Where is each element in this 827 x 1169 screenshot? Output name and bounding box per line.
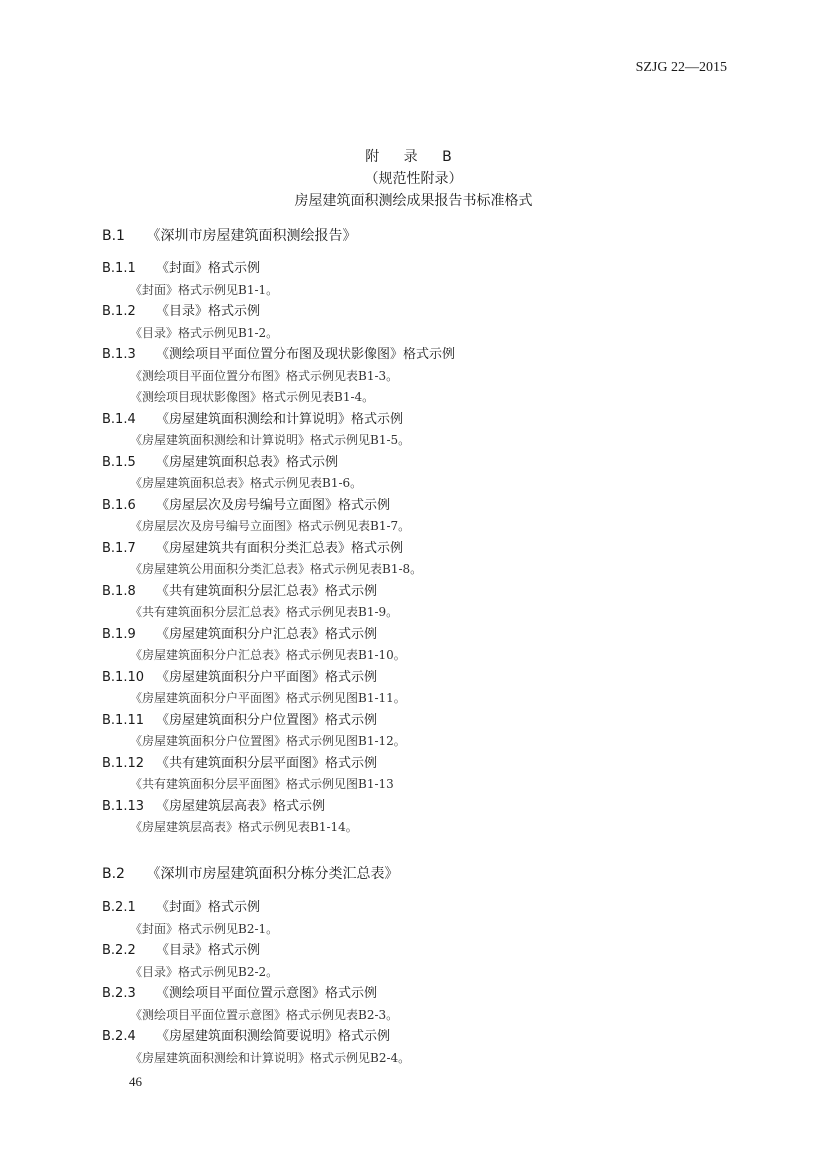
item-description: 《共有建筑面积分层汇总表》格式示例见表B1-9。 [130, 605, 399, 619]
list-item [102, 940, 742, 983]
item-heading [102, 301, 742, 323]
item-description: 《封面》格式示例见B1-1。 [130, 282, 279, 297]
list-item [102, 667, 742, 710]
item-number: B.1.5 [102, 454, 136, 470]
item-number: B.1.10 [102, 669, 144, 685]
item-description: 《测绘项目平面位置示意图》格式示例见表B2-3。 [130, 1007, 399, 1022]
item-number: B.2.1 [102, 900, 136, 915]
item-heading [102, 624, 742, 646]
item-number: B.2.3 [102, 986, 136, 1001]
item-description: 《房屋建筑面积分户汇总表》格式示例见表B1-10。 [130, 648, 406, 662]
item-heading [102, 796, 742, 818]
list-item [102, 344, 742, 409]
item-heading [102, 538, 742, 560]
item-title: 《房屋建筑面积分户汇总表》格式示例 [156, 626, 378, 642]
section-heading-b1 [102, 226, 356, 246]
list-item [102, 624, 742, 667]
item-number: B.1.13 [102, 798, 144, 814]
item-heading [102, 940, 742, 962]
item-title: 《房屋建筑共有面积分类汇总表》格式示例 [156, 540, 404, 556]
item-description: 《测绘项目现状影像图》格式示例见表B1-4。 [130, 390, 375, 404]
item-description: 《共有建筑面积分层平面图》格式示例见图B1-13 [130, 777, 394, 791]
item-description: 《房屋建筑层高表》格式示例见表B1-14。 [130, 820, 358, 834]
item-description: 《目录》格式示例见B1-2。 [130, 325, 279, 340]
item-title: 《测绘项目平面位置示意图》格式示例 [156, 986, 378, 1001]
item-heading [102, 409, 742, 431]
item-description: 《房屋建筑面积测绘和计算说明》格式示例见B1-5。 [130, 433, 411, 447]
appendix-subtitle: （规范性附录） [364, 171, 463, 187]
section-b2-items [102, 897, 742, 1069]
item-title: 《房屋层次及房号编号立面图》格式示例 [156, 497, 391, 513]
item-title: 《房屋建筑层高表》格式示例 [156, 798, 326, 814]
list-item [102, 581, 742, 624]
list-item [102, 897, 742, 940]
item-heading [102, 1026, 742, 1048]
list-item [102, 1026, 742, 1069]
item-heading [102, 258, 742, 280]
item-number: B.1.6 [102, 497, 136, 513]
list-item [102, 452, 742, 495]
list-item [102, 796, 742, 839]
item-heading [102, 344, 742, 366]
appendix-title: 附 录 B [365, 149, 462, 165]
section-number: B.2 [102, 866, 125, 882]
item-number: B.1.7 [102, 540, 136, 556]
list-item [102, 409, 742, 452]
item-number: B.2.4 [102, 1029, 136, 1044]
item-number: B.1.3 [102, 347, 136, 362]
item-heading [102, 581, 742, 603]
item-number: B.1.4 [102, 411, 136, 427]
item-number: B.1.8 [102, 583, 136, 599]
item-title: 《房屋建筑面积测绘和计算说明》格式示例 [156, 411, 404, 427]
item-number: B.1.2 [102, 304, 136, 319]
item-number: B.1.12 [102, 755, 144, 771]
item-title: 《封面》格式示例 [156, 900, 261, 915]
item-description: 《房屋建筑面积总表》格式示例见表B1-6。 [130, 476, 363, 490]
item-description: 《目录》格式示例见B2-2。 [130, 964, 279, 979]
item-title: 《目录》格式示例 [156, 304, 261, 319]
list-item [102, 983, 742, 1026]
item-heading [102, 897, 742, 919]
item-description: 《测绘项目平面位置分布图》格式示例见表B1-3。 [130, 368, 399, 383]
item-title: 《封面》格式示例 [156, 261, 261, 276]
section-title: 《深圳市房屋建筑面积分栋分类汇总表》 [146, 866, 399, 882]
item-heading [102, 983, 742, 1005]
appendix-heading: 房屋建筑面积测绘成果报告书标准格式 [294, 193, 533, 209]
appendix-heading-block [0, 146, 827, 212]
list-item [102, 258, 742, 301]
item-title: 《共有建筑面积分层平面图》格式示例 [156, 755, 378, 771]
item-title: 《目录》格式示例 [156, 943, 261, 958]
item-description: 《房屋层次及房号编号立面图》格式示例见表B1-7。 [130, 519, 411, 533]
item-description: 《房屋建筑面积分户位置图》格式示例见图B1-12。 [130, 734, 406, 748]
item-heading [102, 667, 742, 689]
item-heading [102, 753, 742, 775]
list-item [102, 538, 742, 581]
item-number: B.1.1 [102, 261, 136, 276]
item-heading [102, 452, 742, 474]
section-number: B.1 [102, 228, 125, 244]
list-item [102, 710, 742, 753]
item-description: 《房屋建筑面积分户平面图》格式示例见图B1-11。 [130, 691, 406, 705]
section-heading-b2 [102, 864, 398, 884]
page-number: 46 [129, 1074, 142, 1089]
section-title: 《深圳市房屋建筑面积测绘报告》 [146, 228, 357, 244]
item-title: 《共有建筑面积分层汇总表》格式示例 [156, 583, 378, 599]
item-number: B.1.11 [102, 712, 144, 728]
item-title: 《房屋建筑面积测绘简要说明》格式示例 [156, 1029, 391, 1044]
section-b1-items [102, 258, 742, 839]
item-title: 《房屋建筑面积分户平面图》格式示例 [156, 669, 378, 685]
document-code: SZJG 22—2015 [635, 60, 727, 75]
item-number: B.1.9 [102, 626, 136, 642]
item-title: 《测绘项目平面位置分布图及现状影像图》格式示例 [156, 347, 456, 362]
item-title: 《房屋建筑面积总表》格式示例 [156, 454, 339, 470]
item-description: 《房屋建筑公用面积分类汇总表》格式示例见表B1-8。 [130, 562, 423, 576]
item-description: 《房屋建筑面积测绘和计算说明》格式示例见B2-4。 [130, 1050, 411, 1065]
list-item [102, 495, 742, 538]
item-number: B.2.2 [102, 943, 136, 958]
item-title: 《房屋建筑面积分户位置图》格式示例 [156, 712, 378, 728]
item-description: 《封面》格式示例见B2-1。 [130, 921, 279, 936]
list-item [102, 753, 742, 796]
item-heading [102, 495, 742, 517]
item-heading [102, 710, 742, 732]
list-item [102, 301, 742, 344]
